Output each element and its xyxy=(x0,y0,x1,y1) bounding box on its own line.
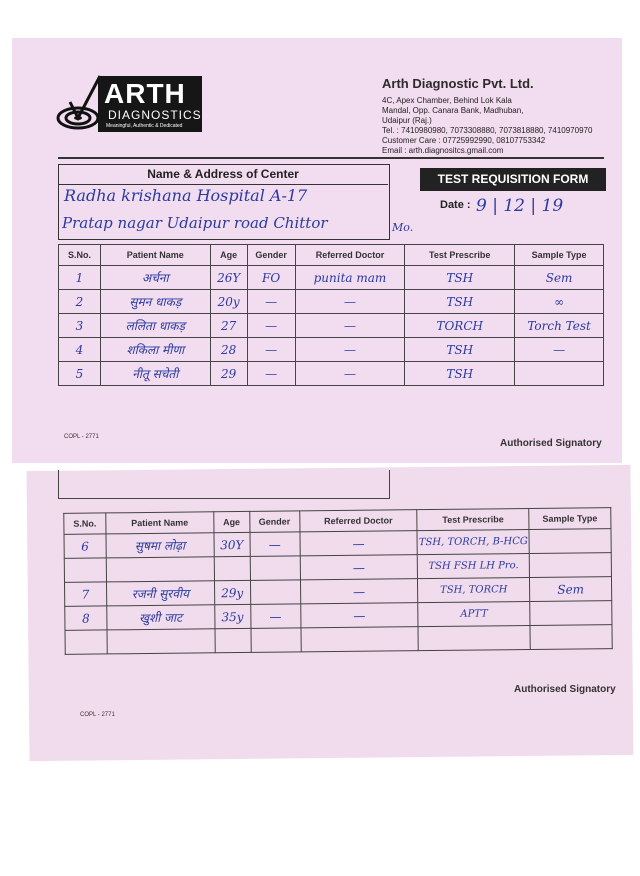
address-line: Email : arth.diagnositcs.gmail.com xyxy=(382,146,504,155)
cell-age: 28 xyxy=(210,338,247,362)
cell-test: TSH, TORCH xyxy=(418,577,530,602)
address-line: Tel. : 7410980980, 7073308880, 7073818880, 7410970970 xyxy=(382,126,593,135)
cell-test: TSH xyxy=(405,266,515,290)
cell-gender: FO xyxy=(247,266,295,290)
cell-sno: 7 xyxy=(64,582,106,606)
date-value: 9 | 12 | 19 xyxy=(476,196,564,216)
cell-doctor: — xyxy=(295,338,405,362)
cell-name: ललिता धाकड़ xyxy=(100,314,210,338)
cell-name: शकिला मीणा xyxy=(100,338,210,362)
date-label: Date : xyxy=(440,199,471,211)
cell-sample: Torch Test xyxy=(515,314,604,338)
column-header: S.No. xyxy=(59,245,101,266)
column-header: S.No. xyxy=(64,513,106,534)
table-row xyxy=(65,625,612,655)
address-line: Customer Care : 07725992990, 08107753342 xyxy=(382,136,546,145)
cell-test: APTT xyxy=(418,601,530,626)
table-row xyxy=(59,266,604,290)
cell-age: 27 xyxy=(210,314,247,338)
cell-age: 29y xyxy=(214,580,250,604)
cell-gender: — xyxy=(250,532,300,557)
cell-test: TSH, TORCH, B-HCG xyxy=(417,529,529,554)
column-header: Patient Name xyxy=(106,512,214,534)
column-header: Age xyxy=(213,511,249,532)
cell-sno xyxy=(65,630,107,654)
column-header: Patient Name xyxy=(100,245,210,266)
cell-doctor: — xyxy=(295,290,405,314)
address-line: 4C, Apex Chamber, Behind Lok Kala xyxy=(382,96,512,105)
authorised-signatory: Authorised Signatory xyxy=(500,438,602,449)
cell-sample: ∞ xyxy=(515,290,604,314)
cell-name xyxy=(106,557,214,582)
cell-sample xyxy=(530,601,612,626)
cell-name: रजनी सुरवीय xyxy=(106,581,214,606)
center-line1: Radha krishana Hospital A-17 xyxy=(64,186,308,205)
cell-gender xyxy=(251,628,301,653)
table-row xyxy=(59,362,604,386)
cell-sno: 3 xyxy=(59,314,101,338)
logo-sub: DIAGNOSTICS xyxy=(108,108,202,122)
cell-doctor: — xyxy=(300,603,418,628)
logo-emblem-icon xyxy=(56,72,104,132)
cell-doctor xyxy=(301,627,419,652)
cell-name: नीतू सचेती xyxy=(100,362,210,386)
cell-age: 20y xyxy=(210,290,247,314)
header-rule xyxy=(58,157,604,159)
cell-gender: — xyxy=(247,314,295,338)
column-header: Sample Type xyxy=(529,508,611,530)
cell-test: TSH xyxy=(405,362,515,386)
cell-gender xyxy=(250,556,300,581)
cell-name: सुषमा लोढ़ा xyxy=(106,533,214,558)
cell-doctor: — xyxy=(300,579,418,604)
cell-gender: — xyxy=(247,290,295,314)
address-line: Udaipur (Raj.) xyxy=(382,116,432,125)
logo-tagline: Meaningful, Authentic & Dedicated xyxy=(106,123,183,129)
cell-sno: 4 xyxy=(59,338,101,362)
cell-test: TSH FSH LH Pro. xyxy=(418,553,530,578)
cell-name: सुमन धाकड़ xyxy=(100,290,210,314)
column-header: Referred Doctor xyxy=(299,510,417,532)
cell-gender: — xyxy=(247,338,295,362)
form-code: COPL - 2771 xyxy=(80,712,115,718)
cell-sample xyxy=(530,625,612,650)
column-header: Referred Doctor xyxy=(295,245,405,266)
address-line: Mandal, Opp. Canara Bank, Madhuban, xyxy=(382,106,524,115)
column-header: Gender xyxy=(247,245,295,266)
cell-doctor: — xyxy=(300,531,418,556)
column-header: Test Prescribe xyxy=(405,245,515,266)
cell-sno: 2 xyxy=(59,290,101,314)
column-header: Sample Type xyxy=(515,245,604,266)
center-line2: Pratap nagar Udaipur road Chittor xyxy=(62,214,328,232)
cell-test: TORCH xyxy=(405,314,515,338)
cell-name: अर्चना xyxy=(100,266,210,290)
cell-age: 35y xyxy=(214,604,250,628)
cell-sno: 6 xyxy=(64,534,106,558)
cell-sample xyxy=(515,362,604,386)
cell-test: TSH xyxy=(405,290,515,314)
cell-sno: 5 xyxy=(59,362,101,386)
table-header-row xyxy=(59,245,604,266)
column-header: Gender xyxy=(249,511,299,533)
cell-sno xyxy=(64,558,106,582)
cell-sample: Sem xyxy=(530,577,612,602)
cell-age: 30Y xyxy=(214,532,250,556)
table-row xyxy=(59,290,604,314)
cell-age xyxy=(215,628,251,652)
cell-sno: 8 xyxy=(65,606,107,630)
company-name: Arth Diagnostic Pvt. Ltd. xyxy=(382,76,534,91)
form-code: COPL - 2771 xyxy=(64,434,99,440)
cell-age: 29 xyxy=(210,362,247,386)
cell-name xyxy=(107,629,215,654)
cell-sno: 1 xyxy=(59,266,101,290)
logo-name: ARTH xyxy=(104,78,186,109)
cell-test: TSH xyxy=(405,338,515,362)
cell-age: 26Y xyxy=(210,266,247,290)
cell-sample: Sem xyxy=(515,266,604,290)
column-header: Age xyxy=(210,245,247,266)
authorised-signatory: Authorised Signatory xyxy=(514,684,616,695)
patient-table-top xyxy=(58,244,604,386)
cell-gender xyxy=(250,580,300,605)
form-title: TEST REQUISITION FORM xyxy=(420,168,606,191)
cell-gender: — xyxy=(250,604,300,629)
cell-test xyxy=(418,625,530,650)
cell-name: खुशी जाट xyxy=(107,605,215,630)
center-box-lower xyxy=(58,470,390,499)
cell-doctor: — xyxy=(295,362,405,386)
column-header: Test Prescribe xyxy=(417,508,529,530)
cell-gender: — xyxy=(247,362,295,386)
table-row xyxy=(59,338,604,362)
cell-doctor: — xyxy=(300,555,418,580)
cell-sample xyxy=(529,529,611,554)
cell-sample: — xyxy=(515,338,604,362)
center-label: Name & Address of Center xyxy=(58,164,388,185)
cell-age xyxy=(214,556,250,580)
cell-doctor: — xyxy=(295,314,405,338)
table-row xyxy=(59,314,604,338)
cell-sample xyxy=(529,553,611,578)
center-suffix: Mo. xyxy=(392,221,414,234)
cell-doctor: punita mam xyxy=(295,266,405,290)
patient-table-bottom xyxy=(63,507,612,655)
